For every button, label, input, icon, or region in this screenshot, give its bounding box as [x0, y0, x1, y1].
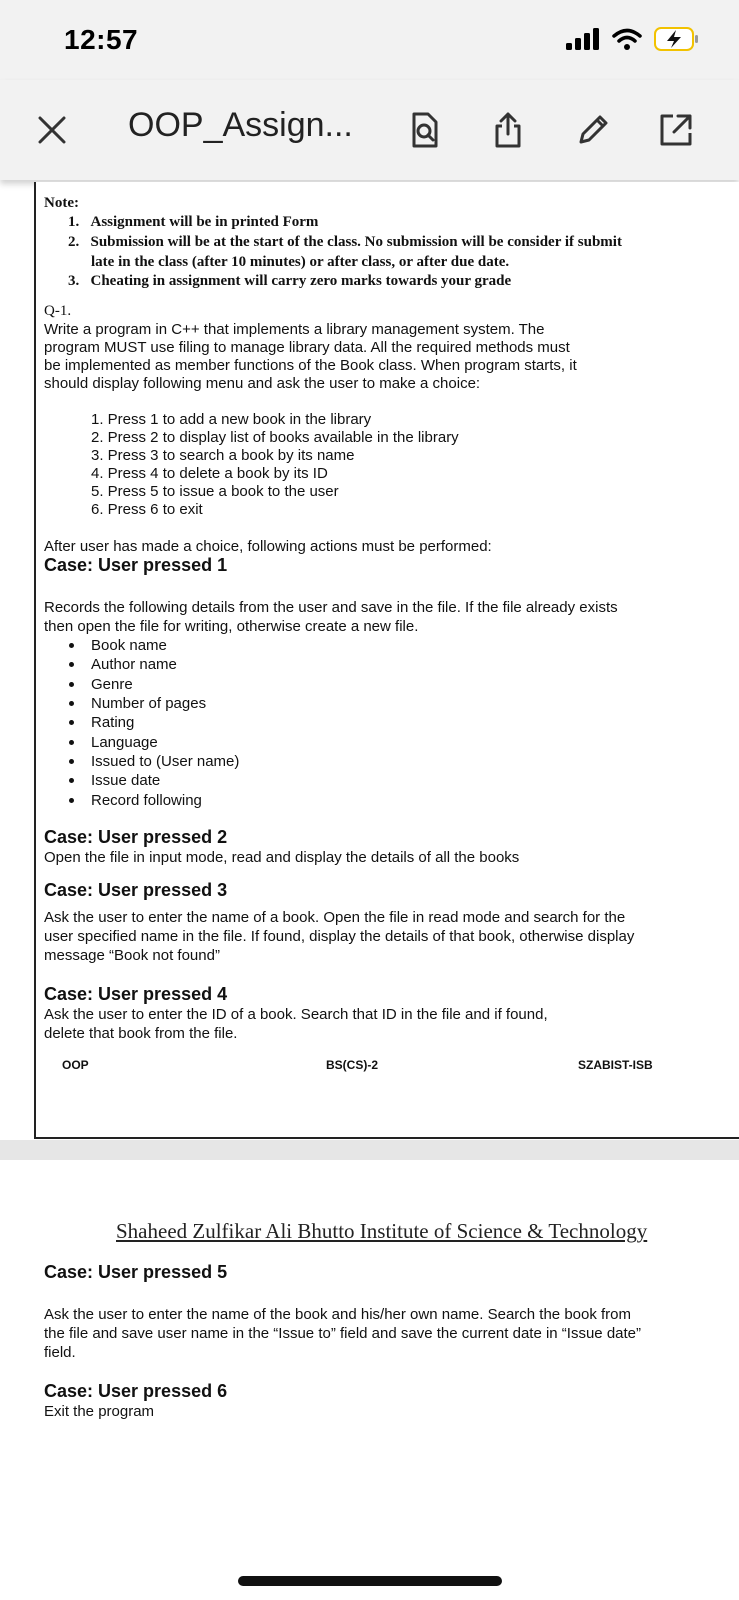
menu-option: 2. Press 2 to display list of books available in the library — [91, 429, 459, 446]
case-5-text-line: field. — [44, 1344, 76, 1361]
bullet-marker — [69, 662, 74, 667]
note-item-2-continued: late in the class (after 10 minutes) or after class, or after due date. — [91, 254, 510, 270]
question-text-line: should display following menu and ask the user to make a choice: — [44, 375, 481, 392]
case-5-text-line: the file and save user name in the “Issue to” field and save the current date in “Issue date” — [44, 1325, 642, 1342]
open-external-icon[interactable] — [656, 110, 696, 150]
home-indicator[interactable] — [238, 1576, 502, 1586]
case-6-heading: Case: User pressed 6 — [44, 1381, 228, 1401]
case-3-text-line: Ask the user to enter the name of a book. Open the file in read mode and search for the — [44, 909, 626, 926]
question-text-line: Write a program in C++ that implements a library management system. The — [44, 321, 545, 338]
footer-left: OOP — [62, 1058, 89, 1072]
bullet-item: Author name — [91, 656, 177, 673]
bullet-marker — [69, 759, 74, 764]
bullet-marker — [69, 798, 74, 803]
case-2-text-line: Open the file in input mode, read and display the details of all the books — [44, 849, 520, 866]
question-text-line: program MUST use filing to manage library data. All the required methods must — [44, 339, 570, 356]
bullet-item: Language — [91, 734, 158, 751]
menu-option: 4. Press 4 to delete a book by its ID — [91, 465, 328, 482]
menu-option: 5. Press 5 to issue a book to the user — [91, 483, 339, 500]
case-4-heading: Case: User pressed 4 — [44, 984, 228, 1004]
institute-header: Shaheed Zulfikar Ali Bhutto Institute of Science & Technology — [116, 1219, 648, 1243]
find-in-page-icon[interactable] — [404, 110, 444, 150]
bullet-marker — [69, 720, 74, 725]
wifi-icon — [612, 27, 642, 51]
document-title: OOP_Assign... — [128, 106, 353, 144]
case-4-text-line: Ask the user to enter the ID of a book. Search that ID in the file and if found, — [44, 1006, 548, 1023]
bullet-marker — [69, 701, 74, 706]
note-item-1: 1. Assignment will be in printed Form — [68, 214, 319, 230]
after-choice-text: After user has made a choice, following actions must be performed: — [44, 538, 492, 555]
edit-icon[interactable] — [573, 110, 613, 150]
note-item-3: 3. Cheating in assignment will carry zero marks towards your grade — [68, 273, 512, 289]
question-text-line: be implemented as member functions of the Book class. When program starts, it — [44, 357, 577, 374]
bullet-item: Issue date — [91, 772, 161, 789]
case-4-text-line: delete that book from the file. — [44, 1025, 238, 1042]
menu-option: 1. Press 1 to add a new book in the library — [91, 411, 372, 428]
case-2-heading: Case: User pressed 2 — [44, 827, 228, 847]
menu-option: 6. Press 6 to exit — [91, 501, 203, 518]
bullet-item: Rating — [91, 714, 135, 731]
bullet-marker — [69, 778, 74, 783]
case-1-heading: Case: User pressed 1 — [44, 555, 228, 575]
case-1-text-line: then open the file for writing, otherwise create a new file. — [44, 618, 419, 635]
status-bar — [0, 0, 739, 80]
bullet-marker — [69, 643, 74, 648]
footer-right: SZABIST-ISB — [578, 1058, 653, 1072]
menu-option: 3. Press 3 to search a book by its name — [91, 447, 355, 464]
case-1-text-line: Records the following details from the user and save in the file. If the file already exists — [44, 599, 618, 616]
note-item-2: 2. Submission will be at the start of the class. No submission will be consider if submit — [68, 234, 622, 250]
bullet-item: Number of pages — [91, 695, 207, 712]
bullet-item: Record following — [91, 792, 202, 809]
close-icon[interactable] — [32, 110, 72, 150]
case-5-text-line: Ask the user to enter the name of the book and his/her own name. Search the book from — [44, 1306, 632, 1323]
signal-icon — [566, 28, 602, 50]
bullet-item: Issued to (User name) — [91, 753, 240, 770]
bullet-item: Book name — [91, 637, 167, 654]
case-3-heading: Case: User pressed 3 — [44, 880, 228, 900]
status-time: 12:57 — [64, 24, 139, 55]
page-separator — [0, 1140, 739, 1160]
case-5-heading: Case: User pressed 5 — [44, 1262, 228, 1282]
bullet-marker — [69, 682, 74, 687]
share-icon[interactable] — [488, 110, 528, 150]
app-toolbar — [0, 80, 739, 180]
case-3-text-line: message “Book not found” — [44, 947, 220, 964]
question-label: Q-1. — [44, 303, 72, 319]
case-6-text-line: Exit the program — [44, 1403, 155, 1420]
footer-center: BS(CS)-2 — [326, 1058, 379, 1072]
bullet-item: Genre — [91, 676, 133, 693]
battery-charging-icon — [654, 26, 700, 52]
bullet-marker — [69, 740, 74, 745]
case-3-text-line: user specified name in the file. If found, display the details of that book, otherwise display — [44, 928, 635, 945]
note-heading: Note: — [44, 195, 79, 211]
